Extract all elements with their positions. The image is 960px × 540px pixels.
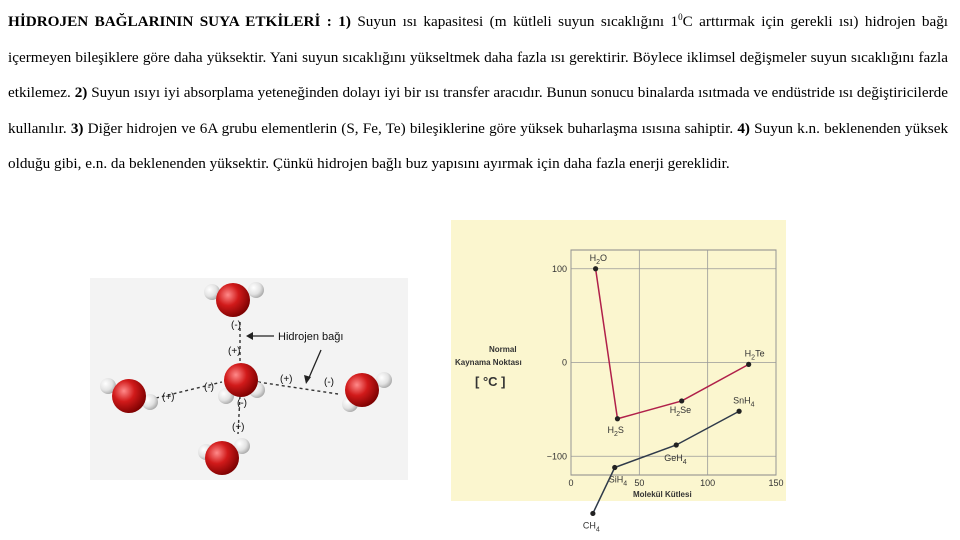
y-tick-label: −100	[546, 451, 567, 462]
boiling-point-chart	[451, 220, 786, 534]
data-label: GeH$_4$	[664, 453, 687, 466]
paragraph-3: Diğer hidrojen ve 6A grubu elementlerin (S, Fe, Te) bileşiklerine göre yüksek buharlaşma ısısına sahiptir.	[87, 119, 734, 137]
charge-left-minus: (-)	[204, 382, 214, 393]
chart-svg	[451, 220, 786, 534]
paragraph-1-a: Suyun ısı kapasitesi (m kütleli suyun sıcaklığını 1	[357, 13, 679, 30]
item-number-4: 4)	[737, 119, 750, 137]
data-point	[679, 398, 684, 403]
x-tick-label: 150	[768, 478, 784, 488]
data-label: SnH$_4$	[733, 395, 755, 409]
item-number-2: 2)	[74, 84, 88, 102]
water-molecules-svg	[90, 278, 408, 480]
y-axis-label-line-1: Normal	[489, 345, 517, 354]
charge-bottom-minus: (-)	[237, 398, 247, 409]
data-point	[746, 362, 751, 367]
x-axis-label: Molekül Kütlesi	[633, 490, 692, 499]
charge-right-minus: (-)	[324, 377, 334, 388]
superscript-zero: 0	[678, 11, 683, 22]
data-label: $H_2S$	[607, 424, 624, 438]
hydrogen-bond-figure	[90, 278, 408, 480]
data-point	[737, 409, 742, 414]
item-number-3: 3)	[70, 119, 84, 137]
paragraph-4: Suyun k.n. beklenenden yüksek olduğu gibi, e.n. da beklenenden yüksektir. Çünkü hidrojen bağlı buz yapısını ayırmak için daha fazla enerji gereklidir.	[8, 119, 949, 173]
water-molecule-left	[100, 378, 158, 413]
y-tick-label: 0	[561, 357, 567, 368]
water-molecule-bottom	[198, 438, 250, 475]
series-line	[596, 269, 749, 419]
data-point	[593, 266, 598, 271]
data-label: $H_2O$	[589, 252, 608, 266]
paragraph-1-b: C arttırmak için gerekli ısı) hidrojen bağı içermeyen bileşiklere göre daha yüksektir. Yani suyun sıcaklığını yükseltmek daha fazla ısı gerektirir. Böylece iklimsel değişmeler suyun sıcaklığını fazla etkilemez.	[8, 13, 949, 102]
document-title: HİDROJEN BAĞLARININ SUYA ETKİLERİ :	[8, 13, 332, 30]
x-tick-label: 0	[568, 478, 574, 488]
x-tick-label: 50	[634, 478, 645, 488]
paragraph-2: Suyun ısıyı iyi absorplama yeteneğinden dolayı iyi bir ısı transfer aracıdır. Bunun sonucu binalarda ısıtmada ve endüstride ısı değiştiricilerde kullanılır.	[8, 84, 949, 137]
charge-bottom-plus: (+)	[232, 422, 245, 433]
charge-left-plus: (+)	[162, 392, 175, 403]
data-point	[615, 416, 620, 421]
data-point	[590, 511, 595, 516]
charge-top-minus: (-)	[231, 320, 241, 331]
charge-top-plus: (+)	[228, 346, 241, 357]
y-axis-label-line-3: [ °C ]	[475, 374, 506, 389]
data-label: $H_2Te$	[744, 348, 765, 362]
x-tick-label: 100	[700, 478, 716, 488]
data-label: $H_2Se$	[669, 404, 692, 418]
data-label: $CH_4$	[582, 520, 600, 534]
y-tick-label: 100	[551, 263, 567, 274]
chart-grid	[571, 250, 776, 475]
data-point	[612, 465, 617, 470]
data-point	[674, 442, 679, 447]
y-axis-label-line-2: Kaynama Noktası	[455, 358, 522, 367]
document-text	[8, 4, 948, 182]
charge-right-plus: (+)	[280, 374, 293, 385]
water-molecule-right	[342, 372, 392, 412]
item-number-1: 1)	[338, 13, 351, 30]
water-molecule-top	[204, 282, 264, 317]
data-label: SiH$_4$	[608, 474, 628, 488]
hbond-label: Hidrojen bağı	[278, 331, 344, 343]
